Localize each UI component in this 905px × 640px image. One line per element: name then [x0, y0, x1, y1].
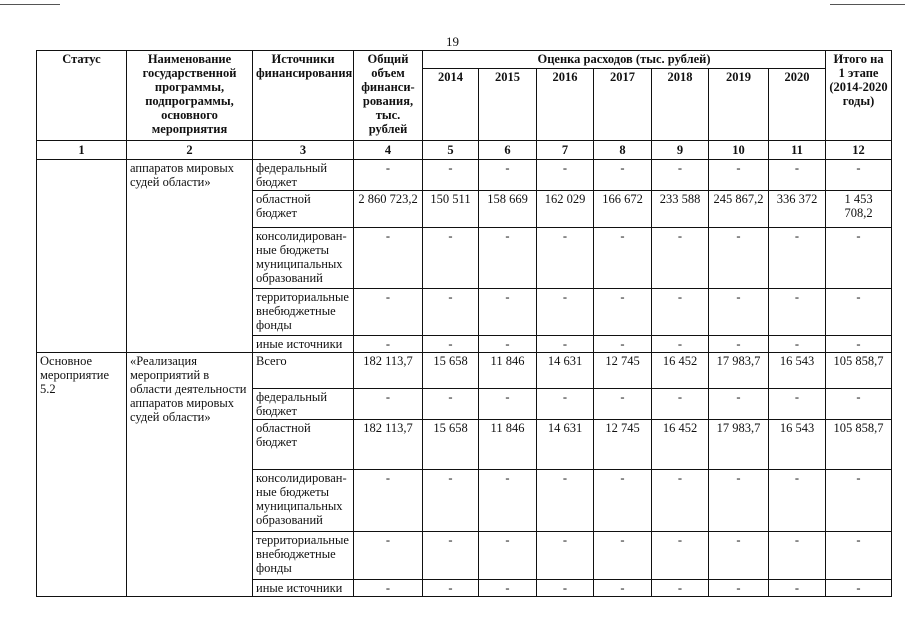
status-cell: Основное мероприятие 5.2	[37, 353, 127, 597]
name-cell: «Реализация мероприятий в области деятельности аппаратов мировых судей области»	[127, 353, 253, 597]
year-cell: 11 846	[479, 353, 537, 389]
year-cell: -	[709, 160, 769, 191]
total-cell: 182 113,7	[354, 420, 423, 470]
year-cell: -	[537, 470, 594, 532]
column-number: 12	[826, 141, 892, 160]
year-cell: -	[479, 580, 537, 597]
year-cell: -	[537, 389, 594, 420]
stage-cell: -	[826, 336, 892, 353]
header-stage: Итого на 1 этапе (2014-2020 годы)	[826, 51, 892, 141]
scan-top-edge-left	[0, 4, 60, 5]
total-cell: -	[354, 389, 423, 420]
year-cell: -	[769, 470, 826, 532]
header-year: 2014	[423, 69, 479, 141]
year-cell: -	[479, 289, 537, 336]
column-number: 5	[423, 141, 479, 160]
year-cell: 15 658	[423, 420, 479, 470]
source-cell: иные источники	[253, 336, 354, 353]
year-cell: -	[709, 289, 769, 336]
year-cell: 336 372	[769, 191, 826, 228]
year-cell: -	[709, 470, 769, 532]
name-cell: аппаратов мировых судей области»	[127, 160, 253, 353]
column-number: 9	[652, 141, 709, 160]
total-cell: 182 113,7	[354, 353, 423, 389]
year-cell: -	[423, 389, 479, 420]
stage-cell: -	[826, 160, 892, 191]
column-number: 3	[253, 141, 354, 160]
source-cell: федеральный бюджет	[253, 160, 354, 191]
year-cell: -	[594, 336, 652, 353]
year-cell: 14 631	[537, 420, 594, 470]
stage-cell: 105 858,7	[826, 353, 892, 389]
year-cell: -	[537, 160, 594, 191]
header-year: 2018	[652, 69, 709, 141]
stage-cell: -	[826, 228, 892, 289]
header-name: Наименование государственной программы, подпрограммы, основного мероприятия	[127, 51, 253, 141]
year-cell: 150 511	[423, 191, 479, 228]
year-cell: 162 029	[537, 191, 594, 228]
year-cell: -	[594, 160, 652, 191]
stage-cell: -	[826, 289, 892, 336]
stage-cell: -	[826, 389, 892, 420]
scan-top-edge-right	[830, 4, 905, 5]
year-cell: -	[709, 228, 769, 289]
total-cell: -	[354, 580, 423, 597]
year-cell: -	[479, 336, 537, 353]
year-cell: 16 452	[652, 420, 709, 470]
year-cell: -	[537, 580, 594, 597]
column-number: 2	[127, 141, 253, 160]
year-cell: 245 867,2	[709, 191, 769, 228]
column-number: 11	[769, 141, 826, 160]
year-cell: -	[594, 532, 652, 580]
header-year: 2016	[537, 69, 594, 141]
year-cell: -	[479, 389, 537, 420]
year-cell: -	[769, 228, 826, 289]
year-cell: -	[423, 160, 479, 191]
year-cell: -	[479, 228, 537, 289]
year-cell: -	[594, 289, 652, 336]
total-cell: -	[354, 228, 423, 289]
year-cell: -	[652, 580, 709, 597]
total-cell: 2 860 723,2	[354, 191, 423, 228]
header-year: 2020	[769, 69, 826, 141]
status-cell	[37, 160, 127, 353]
year-cell: -	[769, 336, 826, 353]
year-cell: 166 672	[594, 191, 652, 228]
year-cell: -	[652, 389, 709, 420]
column-number: 10	[709, 141, 769, 160]
year-cell: -	[652, 289, 709, 336]
year-cell: -	[652, 470, 709, 532]
year-cell: -	[423, 336, 479, 353]
total-cell: -	[354, 470, 423, 532]
stage-cell: 1 453 708,2	[826, 191, 892, 228]
source-cell: областной бюджет	[253, 191, 354, 228]
stage-cell: 105 858,7	[826, 420, 892, 470]
stage-cell: -	[826, 470, 892, 532]
column-number: 4	[354, 141, 423, 160]
header-status: Статус	[37, 51, 127, 141]
total-cell: -	[354, 532, 423, 580]
year-cell: -	[709, 336, 769, 353]
year-cell: -	[769, 580, 826, 597]
year-cell: -	[709, 389, 769, 420]
source-cell: федеральный бюджет	[253, 389, 354, 420]
year-cell: -	[423, 532, 479, 580]
source-cell: Всего	[253, 353, 354, 389]
table-row	[37, 353, 892, 389]
source-cell: территориальные внебюджетные фонды	[253, 532, 354, 580]
year-cell: -	[423, 289, 479, 336]
stage-cell: -	[826, 580, 892, 597]
year-cell: -	[594, 470, 652, 532]
source-cell: территориальные внебюджетные фонды	[253, 289, 354, 336]
year-cell: -	[423, 470, 479, 532]
year-cell: 17 983,7	[709, 420, 769, 470]
year-cell: -	[769, 532, 826, 580]
year-cell: -	[537, 336, 594, 353]
year-cell: 16 543	[769, 353, 826, 389]
header-year: 2019	[709, 69, 769, 141]
budget-table	[36, 50, 892, 597]
year-cell: -	[769, 289, 826, 336]
column-number: 8	[594, 141, 652, 160]
header-year: 2015	[479, 69, 537, 141]
column-number: 7	[537, 141, 594, 160]
total-cell: -	[354, 289, 423, 336]
header-estimate: Оценка расходов (тыс. рублей)	[423, 51, 826, 69]
header-total: Общий объем финанси-рования, тыс. рублей	[354, 51, 423, 141]
year-cell: 233 588	[652, 191, 709, 228]
year-cell: -	[537, 532, 594, 580]
year-cell: -	[769, 389, 826, 420]
source-cell: иные источники	[253, 580, 354, 597]
year-cell: -	[652, 532, 709, 580]
page-number: 19	[446, 34, 459, 49]
year-cell: 14 631	[537, 353, 594, 389]
year-cell: 158 669	[479, 191, 537, 228]
year-cell: -	[709, 532, 769, 580]
source-cell: консолидирован-ные бюджеты муниципальных образований	[253, 470, 354, 532]
year-cell: 17 983,7	[709, 353, 769, 389]
year-cell: -	[537, 228, 594, 289]
header-year: 2017	[594, 69, 652, 141]
year-cell: -	[594, 228, 652, 289]
source-cell: консолидирован-ные бюджеты муниципальных образований	[253, 228, 354, 289]
year-cell: -	[709, 580, 769, 597]
stage-cell: -	[826, 532, 892, 580]
year-cell: -	[652, 160, 709, 191]
year-cell: -	[479, 160, 537, 191]
year-cell: -	[423, 228, 479, 289]
year-cell: 15 658	[423, 353, 479, 389]
year-cell: -	[769, 160, 826, 191]
year-cell: 12 745	[594, 420, 652, 470]
source-cell: областной бюджет	[253, 420, 354, 470]
year-cell: -	[479, 532, 537, 580]
table-row	[37, 160, 892, 191]
year-cell: -	[423, 580, 479, 597]
year-cell: 12 745	[594, 353, 652, 389]
year-cell: -	[652, 228, 709, 289]
column-number: 6	[479, 141, 537, 160]
year-cell: -	[479, 470, 537, 532]
header-sources: Источники финансирования	[253, 51, 354, 141]
year-cell: 16 543	[769, 420, 826, 470]
year-cell: -	[652, 336, 709, 353]
year-cell: 11 846	[479, 420, 537, 470]
year-cell: -	[537, 289, 594, 336]
year-cell: -	[594, 580, 652, 597]
total-cell: -	[354, 336, 423, 353]
year-cell: -	[594, 389, 652, 420]
column-number: 1	[37, 141, 127, 160]
year-cell: 16 452	[652, 353, 709, 389]
total-cell: -	[354, 160, 423, 191]
